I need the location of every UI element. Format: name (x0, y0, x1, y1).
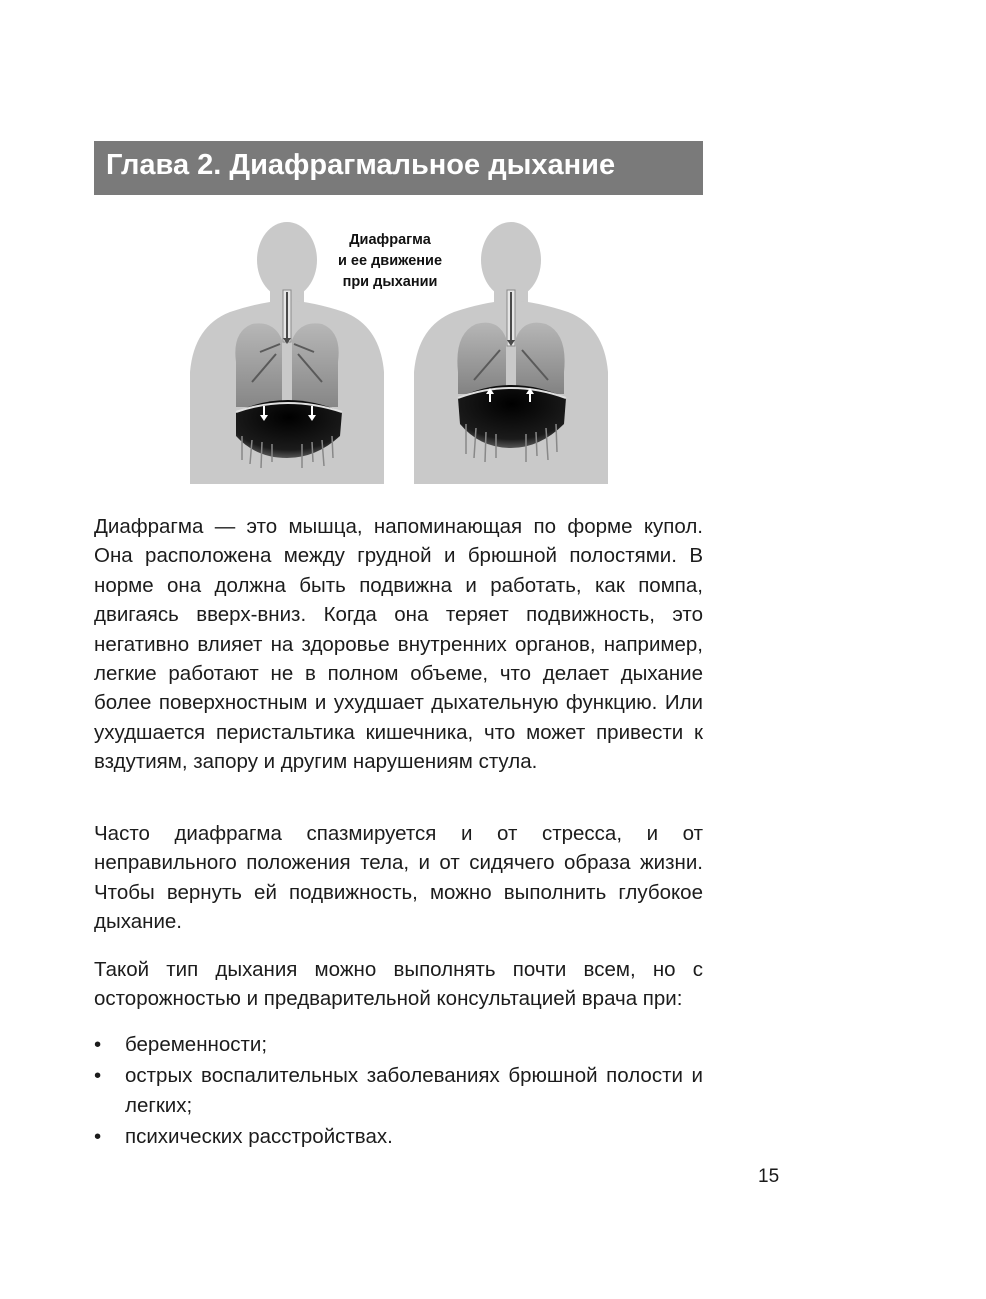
paragraph (94, 819, 703, 937)
page-number: 15 (758, 1166, 780, 1187)
figure-caption-line: Диафрагма (349, 232, 431, 248)
bullet-marker: • (94, 1064, 102, 1088)
paragraph (94, 955, 703, 1014)
list-item (94, 1122, 703, 1151)
paragraph (94, 512, 703, 777)
bullet-marker: • (94, 1033, 102, 1056)
figure-caption-line: при дыхании (342, 274, 438, 290)
list-item (94, 1061, 703, 1120)
figure-caption-line: и ее движение (337, 253, 443, 269)
paragraph-text: Часто диафрагма спазмируется и от стресса, и от неправильного положения тела, и от сидячего образа жизни. Чтобы вернуть ей подвижность, можно выполнить глубокое дыхание. (94, 822, 703, 934)
list-item-text: острых воспалительных заболеваниях брюшной полости и легких; (125, 1064, 703, 1117)
paragraph-text: Такой тип дыхания можно выполнять почти всем, но с осторожностью и предварительной консультацией врача при: (94, 958, 703, 1011)
list-item-text: беременности; (125, 1033, 268, 1056)
list-item (94, 1030, 703, 1059)
list-item-text: психических расстройствах. (125, 1125, 393, 1149)
diaphragm-figure (190, 222, 610, 484)
chapter-header (94, 141, 703, 195)
chapter-title: Глава 2. Диафрагмальное дыхание (106, 149, 616, 181)
bullet-marker: • (94, 1125, 102, 1149)
figure-caption (325, 230, 455, 293)
contraindications-list (94, 1030, 703, 1154)
paragraph-text: Диафрагма — это мышца, напоминающая по форме купол. Она расположена между грудной и брюшной полостями. В норме она должна быть подвижна и работать, как помпа, двигаясь вверх-вниз. Когда она теряет подвижность, это негативно влияет на здоровье внутренних органов, например, легкие работают не в полном объеме, что делает дыхание более поверхностным и ухудшает дыхательную функцию. Или ухудшается перистальтика кишечника, что может привести к вздутиям, запору и другим нарушениям стула. (94, 515, 703, 774)
